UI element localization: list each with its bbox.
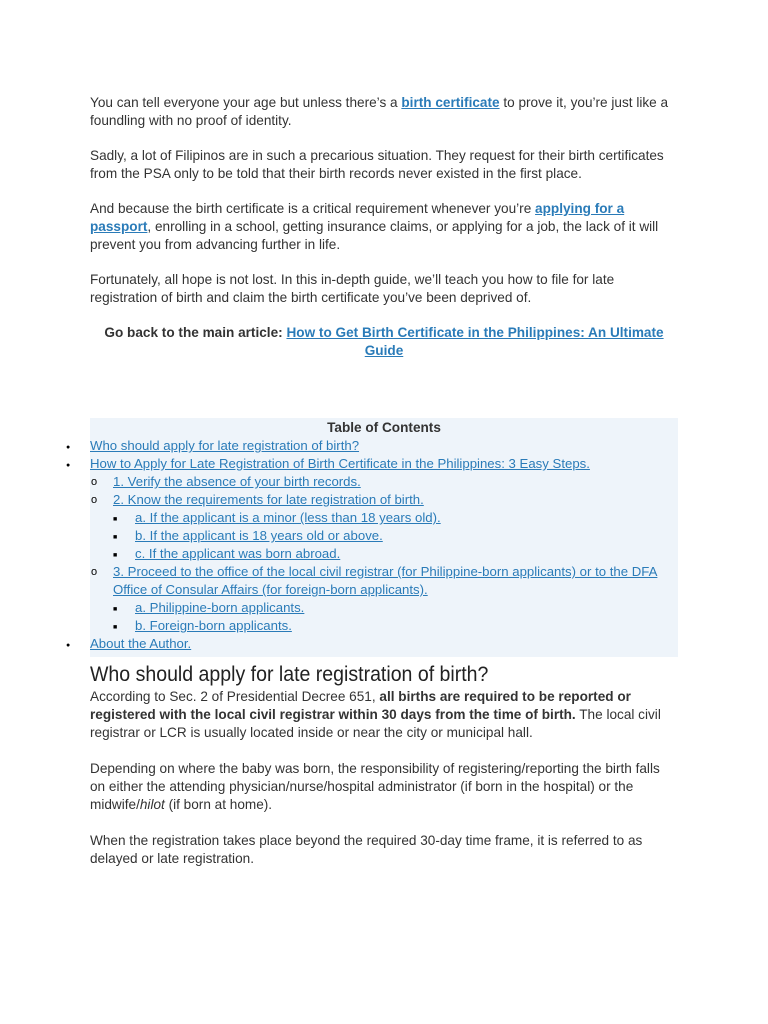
- main-article-link[interactable]: How to Get Birth Certificate in the Philippines: An Ultimate Guide: [286, 325, 664, 358]
- intro-paragraph-2: Sadly, a lot of Filipinos are in such a precarious situation. They request for their birth certificates from the PSA only to be told that their birth records never existed in the first place.: [90, 148, 664, 181]
- bullet-square-icon: [113, 599, 117, 619]
- section-paragraph-3: When the registration takes place beyond the required 30-day time frame, it is referred to as delayed or late registration.: [90, 833, 643, 866]
- toc-item: [90, 509, 678, 527]
- go-back-label: Go back to the main article:: [104, 325, 287, 340]
- bullet-square-icon: [113, 545, 117, 565]
- toc-link-step-2b[interactable]: b. If the applicant is 18 years old or above.: [135, 528, 383, 543]
- toc-link-step-2c[interactable]: c. If the applicant was born abroad.: [135, 546, 341, 561]
- toc-link-step-3b[interactable]: b. Foreign-born applicants.: [135, 618, 292, 633]
- toc-link-about-author[interactable]: About the Author.: [90, 636, 192, 651]
- toc-link-step-1[interactable]: 1. Verify the absence of your birth records.: [113, 474, 361, 489]
- section-paragraph-2: [90, 760, 678, 814]
- section-p1-bold-text: all births are required to be reported or registered with the local civil registrar within 30 days from the time of birth.: [90, 689, 631, 722]
- section-p1-text-after: The local civil registrar or LCR is usually located inside or near the city or municipal hall.: [90, 707, 661, 740]
- bullet-disc-icon: [66, 635, 70, 655]
- intro-p3-text-after: , enrolling in a school, getting insurance claims, or applying for a job, the lack of it will prevent you from advancing further in life.: [90, 219, 659, 252]
- section-p2-text-after: (if born at home).: [164, 797, 273, 812]
- toc-item: [90, 563, 678, 599]
- toc-link-step-2[interactable]: 2. Know the requirements for late registration of birth.: [113, 492, 424, 507]
- section-paragraph-1: [90, 688, 678, 742]
- bullet-circle-icon: [91, 491, 97, 509]
- table-of-contents: [90, 418, 678, 657]
- intro-paragraph-4: Fortunately, all hope is not lost. In this in-depth guide, we’ll teach you how to file for late registration of birth and claim the birth certificate you’ve been deprived of.: [90, 272, 615, 305]
- toc-item: [90, 491, 678, 509]
- toc-link-step-2a[interactable]: a. If the applicant is a minor (less than 18 years old).: [135, 510, 441, 525]
- toc-link-how-to-apply[interactable]: How to Apply for Late Registration of Birth Certificate in the Philippines: 3 Easy Steps.: [90, 456, 590, 471]
- toc-item: [90, 455, 678, 473]
- bullet-disc-icon: [66, 437, 70, 457]
- bullet-square-icon: [113, 509, 117, 529]
- bullet-square-icon: [113, 527, 117, 547]
- birth-certificate-link[interactable]: birth certificate: [401, 95, 500, 110]
- article-body: [90, 94, 678, 886]
- intro-p3-text-before: And because the birth certificate is a critical requirement whenever you’re: [90, 201, 536, 216]
- intro-p1-text-after: to prove it, you’re just like a foundling with no proof of identity.: [90, 95, 669, 128]
- toc-item: [90, 599, 678, 617]
- toc-link-step-3[interactable]: 3. Proceed to the office of the local civil registrar (for Philippine-born applicants) or to the DFA Office of Consular Affairs (for foreign-born applicants).: [113, 564, 658, 597]
- section-body: [90, 688, 678, 868]
- bullet-circle-icon: [91, 563, 97, 581]
- bullet-square-icon: [113, 617, 117, 637]
- toc-title: Table of Contents: [327, 420, 441, 435]
- applying-for-passport-link[interactable]: applying for a passport: [90, 201, 625, 234]
- section-p2-text-before: Depending on where the baby was born, the responsibility of registering/reporting the birth falls on either the attending physician/nurse/hospital administrator (if born in the hospital) or the midwife/: [90, 761, 660, 812]
- toc-item: [90, 437, 678, 455]
- section-heading: Who should apply for late registration of birth?: [90, 663, 489, 686]
- bullet-circle-icon: [91, 473, 97, 491]
- bullet-disc-icon: [66, 455, 70, 475]
- section-p1-text-before: According to Sec. 2 of Presidential Decree 651,: [90, 689, 380, 704]
- intro-paragraph-1: [90, 94, 678, 130]
- intro-paragraph-3: [90, 200, 678, 254]
- toc-link-step-3a[interactable]: a. Philippine-born applicants.: [135, 600, 305, 615]
- toc-link-who-should-apply[interactable]: Who should apply for late registration of birth?: [90, 438, 360, 453]
- toc-item: [90, 473, 678, 491]
- section-p2-italic-text: hilot: [139, 797, 165, 812]
- toc-item: [90, 617, 678, 635]
- toc-item: [90, 527, 678, 545]
- go-back-notice: [90, 324, 678, 360]
- toc-item: [90, 635, 678, 653]
- toc-item: [90, 545, 678, 563]
- intro-p1-text-before: You can tell everyone your age but unless there’s a: [90, 95, 402, 110]
